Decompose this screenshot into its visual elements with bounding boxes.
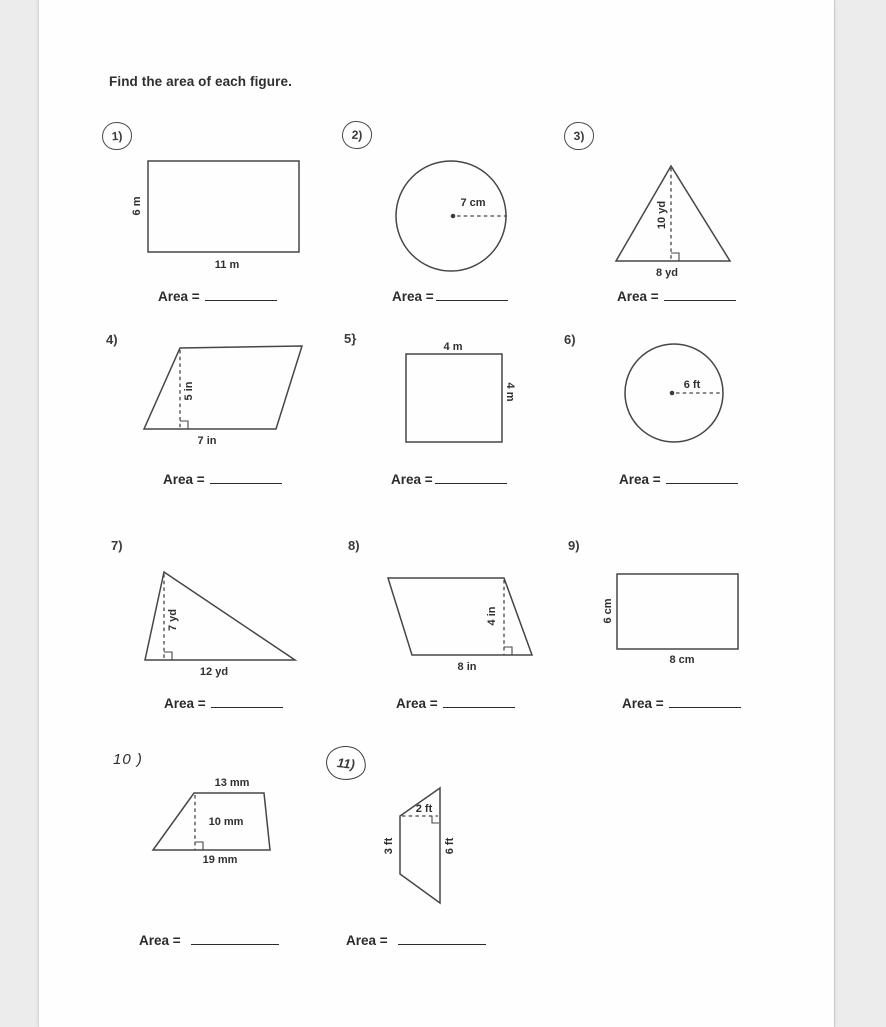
dim-radius: 6 ft (683, 379, 701, 391)
triangle-shape (141, 568, 300, 664)
rectangle-shape (147, 160, 301, 254)
dim-base: 12 yd (199, 666, 229, 678)
answer-blank[interactable] (398, 931, 486, 945)
dim-height: 10 mm (208, 816, 244, 828)
dim-base: 8 cm (669, 654, 695, 666)
dim-left-side: 3 ft (383, 837, 395, 855)
dim-base: 11 m (214, 259, 240, 271)
problem-10-number: 10 ) (113, 751, 143, 768)
area-row (391, 470, 507, 487)
triangle-shape (613, 163, 734, 265)
area-label: Area = (158, 289, 200, 304)
answer-blank[interactable] (435, 470, 507, 484)
parallelogram-shape (384, 574, 536, 659)
area-row (163, 470, 282, 487)
parallelogram-shape (141, 343, 306, 432)
problem-2-number (341, 120, 372, 150)
area-row (622, 694, 741, 711)
area-row (617, 287, 736, 304)
dim-height: 4 in (486, 606, 498, 626)
problem-6-number: 6) (564, 332, 576, 347)
dim-height: 2 ft (415, 803, 433, 815)
problem-3-number (564, 121, 595, 150)
dim-height: 10 yd (656, 200, 668, 230)
dim-base: 7 in (197, 435, 217, 447)
area-row (396, 694, 515, 711)
answer-blank[interactable] (443, 694, 515, 708)
area-row (619, 470, 738, 487)
answer-blank[interactable] (666, 470, 738, 484)
area-row (392, 287, 508, 304)
problem-3-number-text: 3) (573, 128, 585, 144)
area-row (139, 931, 279, 948)
answer-blank[interactable] (436, 287, 508, 301)
answer-blank[interactable] (664, 287, 736, 301)
dim-side: 4 m (504, 382, 516, 402)
area-label: Area = (392, 289, 434, 304)
area-label: Area = (391, 472, 433, 487)
dim-height: 7 yd (167, 608, 179, 632)
area-label: Area = (619, 472, 661, 487)
problem-1-number (101, 121, 133, 151)
area-row (164, 694, 283, 711)
dim-height: 6 m (131, 196, 143, 216)
square-shape (405, 353, 504, 444)
dim-height: 5 in (183, 381, 195, 401)
dim-radius: 7 cm (460, 197, 486, 209)
area-row (346, 931, 486, 948)
problem-5-number: 5} (344, 331, 357, 346)
worksheet-title: Find the area of each figure. (109, 74, 292, 89)
dim-top: 4 m (443, 341, 463, 353)
area-label: Area = (164, 696, 206, 711)
area-label: Area = (346, 933, 388, 948)
problem-9-number: 9) (568, 538, 580, 553)
circle-shape (393, 159, 511, 275)
circle-shape (623, 342, 726, 445)
answer-blank[interactable] (191, 931, 279, 945)
dim-base: 19 mm (202, 854, 238, 866)
dim-top: 13 mm (214, 777, 250, 789)
dim-base: 8 in (457, 661, 477, 673)
dim-height: 6 cm (602, 598, 614, 624)
problem-4-number: 4) (106, 332, 118, 347)
dim-base: 8 yd (655, 267, 679, 279)
problem-7-number: 7) (111, 538, 123, 553)
rectangle-shape (616, 573, 740, 651)
answer-blank[interactable] (210, 470, 282, 484)
problem-2-number-text: 2) (351, 127, 363, 143)
area-label: Area = (617, 289, 659, 304)
problem-1-number-text: 1) (111, 128, 123, 144)
answer-blank[interactable] (669, 694, 741, 708)
answer-blank[interactable] (205, 287, 277, 301)
dim-right-side: 6 ft (444, 837, 456, 855)
problem-8-number: 8) (348, 538, 360, 553)
answer-blank[interactable] (211, 694, 283, 708)
area-label: Area = (163, 472, 205, 487)
area-label: Area = (396, 696, 438, 711)
area-label: Area = (622, 696, 664, 711)
worksheet-page (38, 0, 835, 1027)
area-label: Area = (139, 933, 181, 948)
problem-11-number-text: 11) (336, 754, 356, 772)
area-row (158, 287, 277, 304)
problem-11-number (324, 744, 367, 782)
